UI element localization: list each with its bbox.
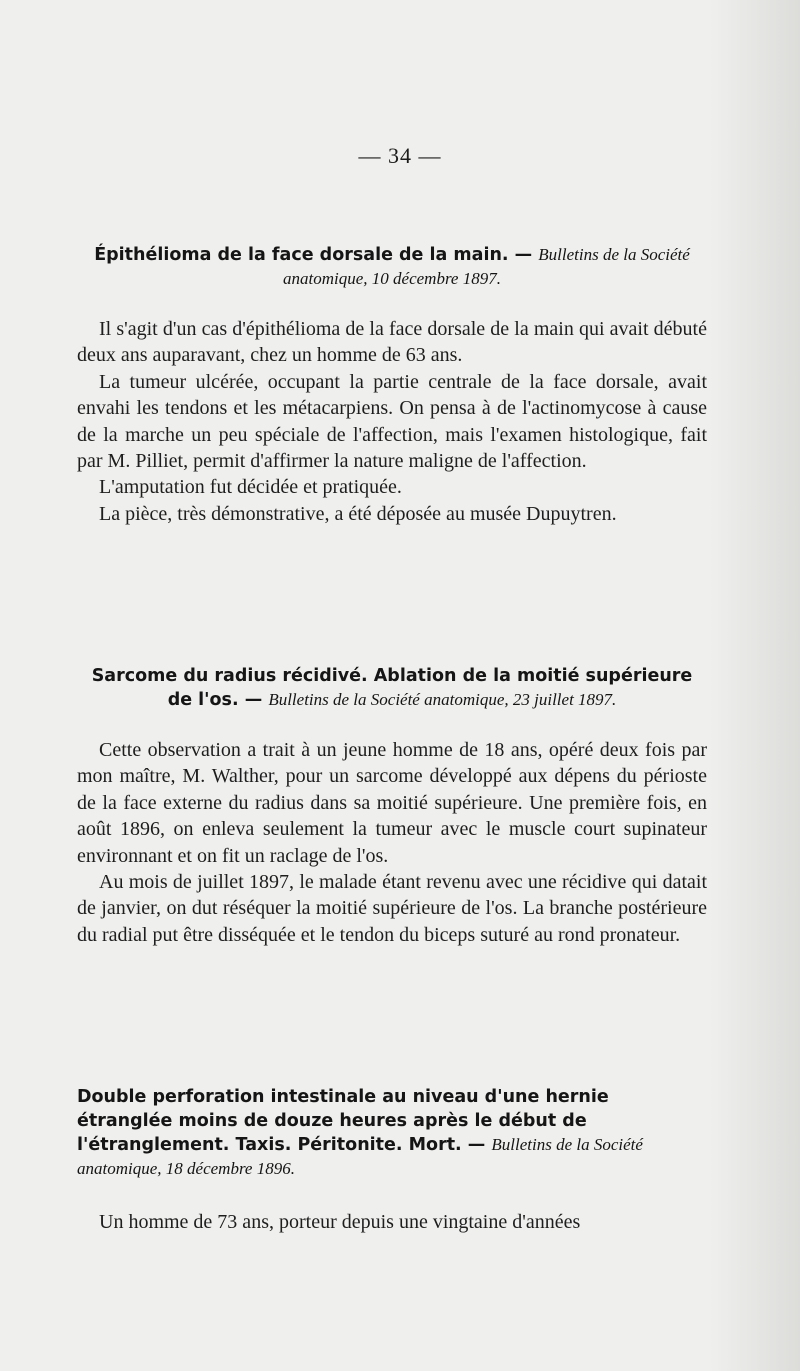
source-citation: Bulletins de la Société anatomique, bbox=[77, 1135, 643, 1178]
paragraph: L'amputation fut décidée et pratiquée. bbox=[99, 476, 402, 499]
paragraph: La tumeur ulcérée, occupant la partie centrale de la face dorsale, avait envahi les tendons et les métacarpiens. On pensa à de l'actinomycose à cause de la marche un peu spéciale de l'affection, mais l'examen histologique, fait par M. Pilliet, permit d'affirmer la nature maligne de l'affection. bbox=[77, 370, 707, 473]
section-epithelioma bbox=[77, 243, 707, 527]
section-sarcome bbox=[77, 664, 707, 948]
source-date: 10 décembre 1897. bbox=[367, 269, 501, 288]
section-body bbox=[77, 316, 707, 527]
section-body bbox=[77, 1209, 707, 1235]
section-body bbox=[77, 737, 707, 948]
page-edge-shadow bbox=[710, 0, 800, 1371]
section-perforation bbox=[77, 1085, 707, 1235]
section-title: Épithélioma de la face dorsale de la main. bbox=[94, 245, 509, 265]
source-date: 18 décembre 1896. bbox=[161, 1159, 295, 1178]
section-title: Sarcome du radius récidivé. Ablation de la moitié supérieure de l'os. bbox=[91, 666, 693, 710]
paragraph: Un homme de 73 ans, porteur depuis une vingtaine d'années bbox=[99, 1211, 581, 1233]
source-citation: Bulletins de la Société anatomique, bbox=[268, 690, 509, 709]
source-citation: Bulletins de la Société anatomique, bbox=[283, 245, 690, 288]
paragraph: La pièce, très démonstrative, a été déposée au musée Dupuytren. bbox=[99, 502, 617, 525]
source-date: 23 juillet 1897. bbox=[508, 690, 617, 709]
section-heading: Double perforation intestinale au niveau d'une hernie étranglée moins de douze heures après le début de l'étranglement. Taxis. Péritonite. Mort. — Bulletins de la Société anatomique, 18 décembre 1896. bbox=[77, 1087, 643, 1178]
page-number: — 34 — bbox=[358, 143, 442, 168]
paragraph: Cette observation a trait à un jeune homme de 18 ans, opéré deux fois par mon maître, M. Walther, pour un sarcome développé aux dépens du périoste de la face externe du radius dans sa moitié supérieure. Une première fois, en août 1896, on enleva seulement la tumeur avec le muscle court supinateur environnant et on fit un raclage de l'os. bbox=[77, 739, 707, 867]
section-heading: Sarcome du radius récidivé. Ablation de la moitié supérieure de l'os. — Bulletins de la Société anatomique, 23 juillet 1897. bbox=[91, 666, 693, 710]
section-title: Double perforation intestinale au niveau d'une hernie étranglée moins de douze heures après le début de l'étranglement. Taxis. Péritonite. Mort. bbox=[77, 1087, 609, 1155]
paragraph: Au mois de juillet 1897, le malade étant revenu avec une récidive qui datait de janvier, on dut réséquer la moitié supérieure de l'os. La branche postérieure du radial put être disséquée et le tendon du biceps suturé au rond pronateur. bbox=[77, 871, 707, 946]
paragraph: Il s'agit d'un cas d'épithélioma de la face dorsale de la main qui avait débuté deux ans auparavant, chez un homme de 63 ans. bbox=[77, 318, 707, 367]
section-heading: Épithélioma de la face dorsale de la main. — Bulletins de la Société anatomique, 10 décembre 1897. bbox=[94, 245, 690, 288]
